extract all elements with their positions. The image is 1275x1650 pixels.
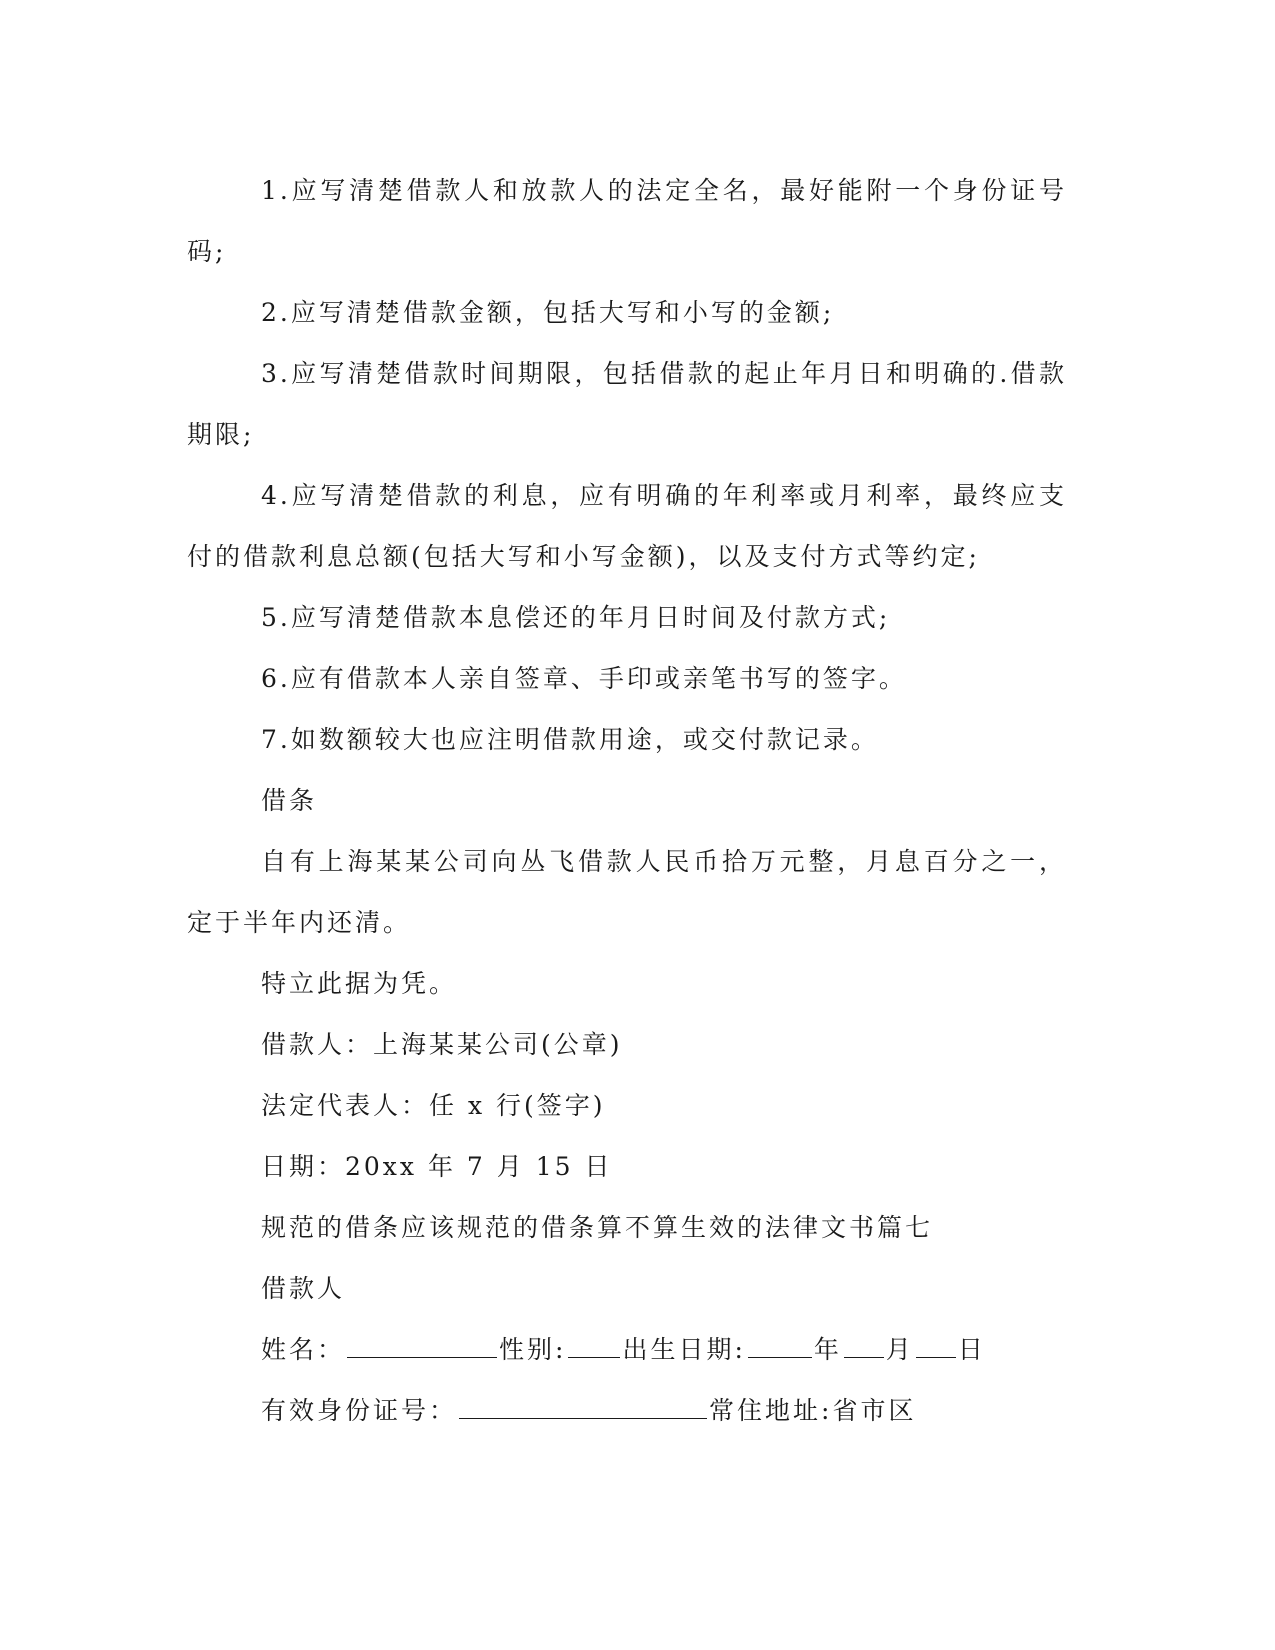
form-row-personal <box>187 1319 1067 1380</box>
rule-item: 2.应写清楚借款金额，包括大写和小写的金额; <box>261 298 835 327</box>
section-title: 规范的借条应该规范的借条算不算生效的法律文书篇七 <box>261 1213 934 1242</box>
address-label: 常住地址:省市区 <box>709 1396 917 1425</box>
rule-item: 1.应写清楚借款人和放款人的法定全名，最好能附一个身份证号码; <box>187 176 1067 266</box>
rule-item: 7.如数额较大也应注明借款用途，或交付款记录。 <box>261 725 879 754</box>
name-blank[interactable] <box>347 1331 497 1358</box>
document-body <box>187 160 1067 1441</box>
day-label: 日 <box>957 1335 986 1364</box>
birth-year-blank[interactable] <box>748 1331 812 1358</box>
iou-heading: 借条 <box>261 786 318 815</box>
month-label: 月 <box>885 1335 914 1364</box>
rule-item: 5.应写清楚借款本息偿还的年月日时间及付款方式; <box>261 603 891 632</box>
year-label: 年 <box>813 1335 842 1364</box>
form-row-identity <box>187 1380 1067 1441</box>
gender-label: 性别: <box>499 1335 567 1364</box>
form-heading: 借款人 <box>261 1274 346 1303</box>
id-label: 有效身份证号： <box>261 1396 458 1425</box>
birth-month-blank[interactable] <box>844 1331 884 1358</box>
id-number-blank[interactable] <box>459 1392 707 1419</box>
name-label: 姓名： <box>261 1335 346 1364</box>
iou-borrower: 借款人：上海某某公司(公章) <box>261 1030 623 1059</box>
iou-date: 日期：20xx 年 7 月 15 日 <box>261 1152 613 1181</box>
iou-closing: 特立此据为凭。 <box>261 969 458 998</box>
birth-label: 出生日期: <box>622 1335 746 1364</box>
iou-legal-rep: 法定代表人：任 x 行(签字) <box>261 1091 606 1120</box>
rule-item: 4.应写清楚借款的利息，应有明确的年利率或月利率，最终应支付的借款利息总额(包括大写和小写金额)，以及支付方式等约定; <box>187 481 1067 571</box>
gender-blank[interactable] <box>568 1331 620 1358</box>
iou-body: 自有上海某某公司向丛飞借款人民币拾万元整，月息百分之一，定于半年内还清。 <box>187 847 1067 937</box>
rule-item: 3.应写清楚借款时间期限，包括借款的起止年月日和明确的.借款期限; <box>187 359 1067 449</box>
birth-day-blank[interactable] <box>916 1331 956 1358</box>
rule-item: 6.应有借款本人亲自签章、手印或亲笔书写的签字。 <box>261 664 907 693</box>
